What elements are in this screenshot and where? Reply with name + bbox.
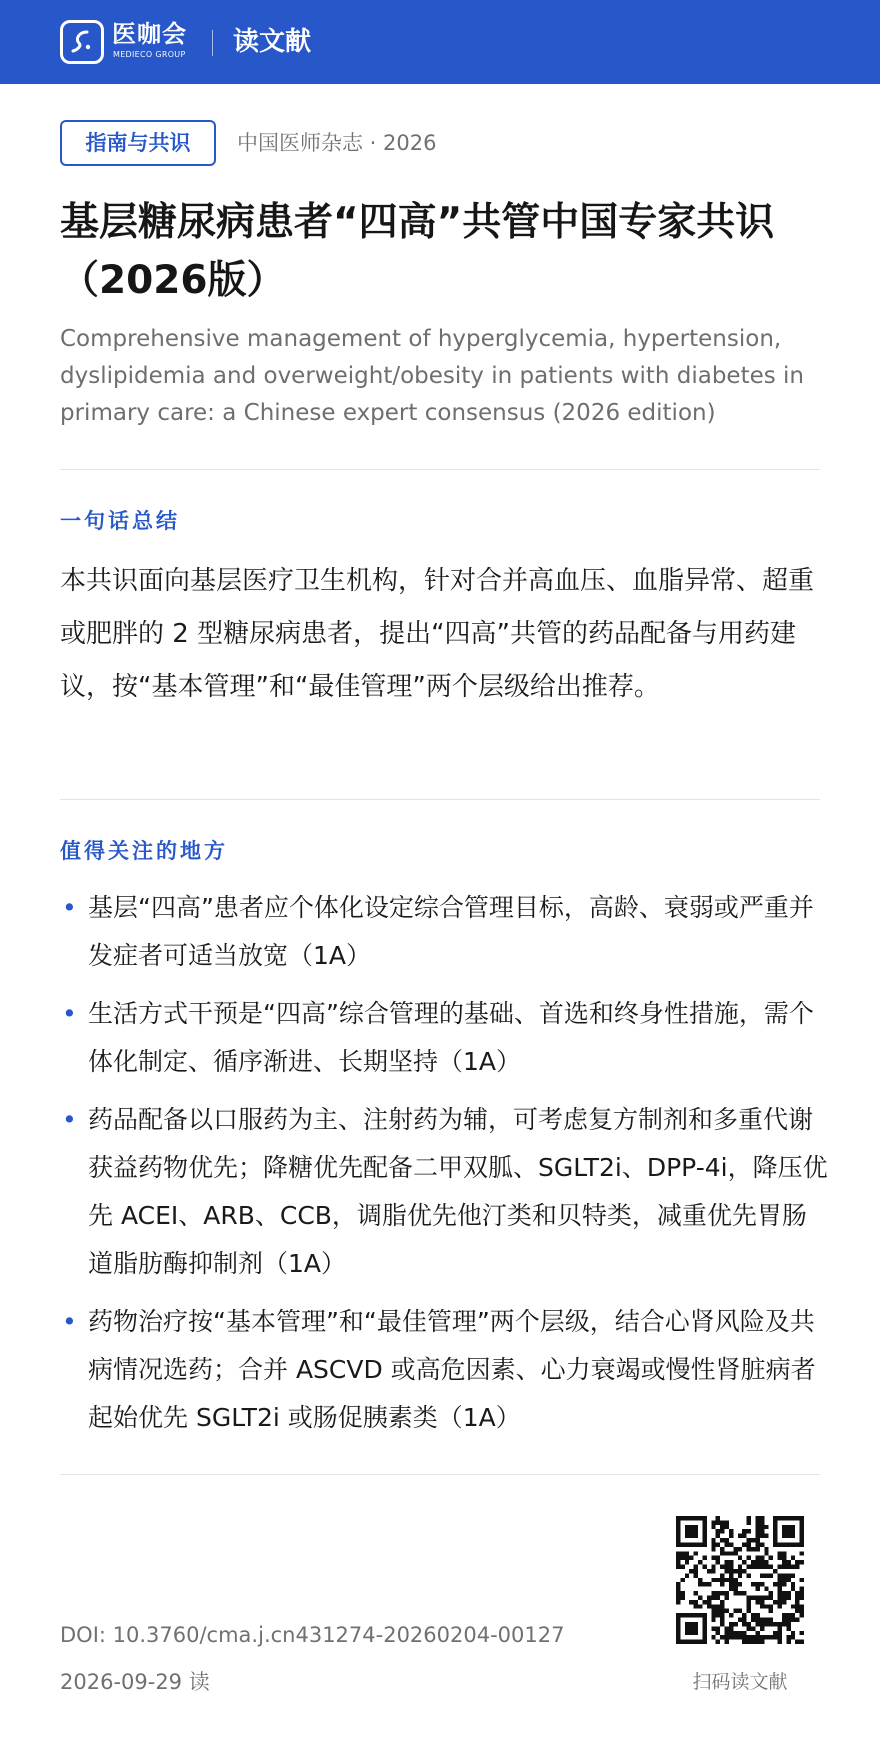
divider: [60, 1474, 820, 1475]
bullet-icon: •: [62, 893, 77, 922]
category-badge: 指南与共识: [60, 120, 216, 166]
brand-logo-icon: [60, 20, 104, 64]
article-title: 基层糖尿病患者“四高”共管中国专家共识（2026版）: [60, 200, 775, 303]
list-item: [60, 990, 830, 1086]
qr-code-icon[interactable]: [676, 1516, 804, 1644]
section-title[interactable]: 读文献: [233, 27, 312, 57]
header-divider: [212, 30, 213, 56]
doi-text[interactable]: DOI: 10.3760/cma.j.cn431274-20260204-00127: [60, 1623, 565, 1647]
list-item: [60, 1096, 830, 1288]
bullet-icon: •: [62, 1307, 77, 1336]
highlights-heading: 值得关注的地方: [60, 839, 228, 863]
divider: [60, 469, 820, 470]
list-item-text: 药物治疗按“基本管理”和“最佳管理”两个层级，结合心肾风险及共病情况选药；合并 ASCVD 或高危因素、心力衰竭或慢性肾脏病者起始优先 SGLT2i 或肠促胰素类（1A）: [88, 1307, 816, 1432]
bullet-icon: •: [62, 999, 77, 1028]
journal-source: 中国医师杂志 · 2026: [237, 131, 437, 155]
summary-heading: 一句话总结: [60, 509, 180, 533]
app-header: [0, 0, 880, 84]
bullet-icon: •: [62, 1105, 77, 1134]
summary-text: 本共识面向基层医疗卫生机构，针对合并高血压、血脂异常、超重或肥胖的 2 型糖尿病患者，提出“四高”共管的药品配备与用药建议，按“基本管理”和“最佳管理”两个层级给出推荐。: [60, 566, 815, 702]
list-item: [60, 1298, 830, 1442]
highlights-list: [60, 884, 830, 1452]
qr-caption: 扫码读文献: [692, 1671, 788, 1693]
list-item-text: 基层“四高”患者应个体化设定综合管理目标，高龄、衰弱或严重并发症者可适当放宽（1A）: [88, 893, 814, 970]
list-item-text: 药品配备以口服药为主、注射药为辅，可考虑复方制剂和多重代谢获益药物优先；降糖优先配备二甲双胍、SGLT2i、DPP-4i，降压优先 ACEI、ARB、CCB，调脂优先他汀类和贝特类，减重优先胃肠道脂肪酶抑制剂（1A）: [88, 1105, 828, 1278]
list-item-text: 生活方式干预是“四高”综合管理的基础、首选和终身性措施，需个体化制定、循序渐进、长期坚持（1A）: [88, 999, 814, 1076]
brand-subtitle: MEDIECO GROUP: [113, 50, 186, 59]
article-english-title: Comprehensive management of hyperglycemia, hypertension, dyslipidemia and overweight/obesity in patients with diabetes in primary care: a Chinese expert consensus (2026 edition): [60, 326, 805, 426]
brand-name: 医咖会: [112, 20, 187, 48]
read-date: 2026-09-29 读: [60, 1670, 210, 1694]
divider: [60, 799, 820, 800]
list-item: [60, 884, 830, 980]
